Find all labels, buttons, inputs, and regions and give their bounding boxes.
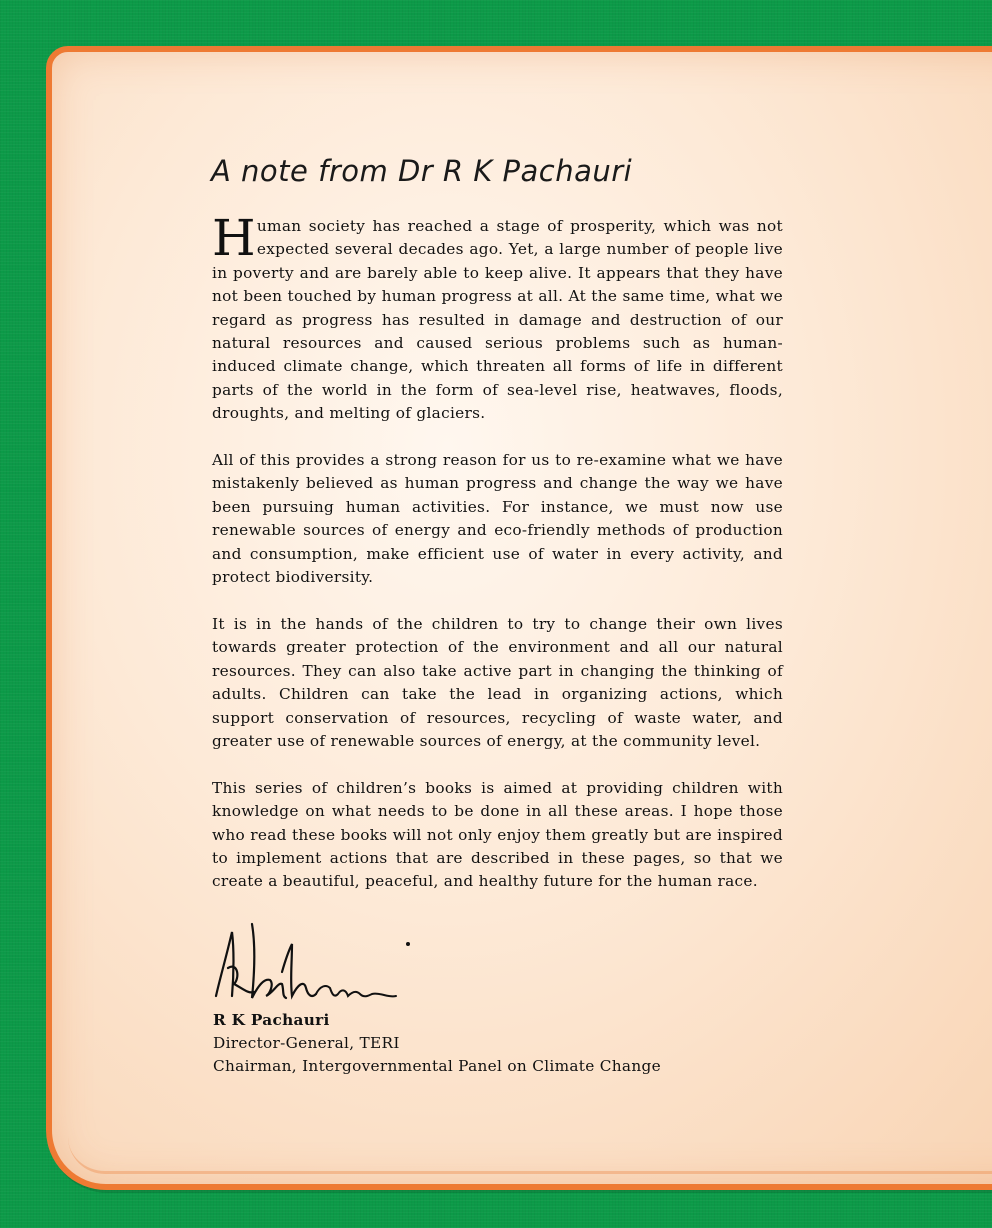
- paragraph-1: [212, 209, 783, 426]
- paragraph-2: All of this provides a strong reason for us to re-examine what we have mistakenly believed as human progress and change the way we have been pursuing human activities. For instance, we must now use renewable sources of energy and eco-friendly methods of production and consumption, make efficient use of water in every activity, and protect biodiversity.: [212, 451, 783, 587]
- handwritten-signature: [208, 918, 418, 1008]
- page-title: A note from Dr R K Pachauri: [211, 154, 633, 188]
- note-body: [212, 209, 783, 917]
- paragraph-4: This series of children’s books is aimed at providing children with knowledge on what needs to be done in all these areas. I hope those who read these books will not only enjoy them greatly but are inspired to implement actions that are described in these pages, so that we create a beautiful, peaceful, and healthy future for the human race.: [212, 778, 783, 891]
- signatory-role-2: Chairman, Intergovernmental Panel on Climate Change: [213, 1057, 661, 1075]
- signature-icon: [208, 918, 418, 1008]
- signatory-name: R K Pachauri: [213, 1011, 330, 1029]
- paragraph-3: It is in the hands of the children to try to change their own lives towards greater protection of the environment and all our natural resources. They can also take active part in changing the thinking of adults. Children can take the lead in organizing actions, which support conservation of resources, recycling of waste water, and greater use of renewable sources of energy, at the community level.: [212, 614, 783, 750]
- signature-block: [213, 1009, 661, 1078]
- paragraph-1-text: uman society has reached a stage of prosperity, which was not expected several decades ago. Yet, a large number of people live in poverty and are barely able to keep alive. It appears that they have not been touched by human progress at all. At the same time, what we regard as progress has resulted in damage and destruction of our natural resources and caused serious problems such as human-induced climate change, which threaten all forms of life in different parts of the world in the form of sea-level rise, heatwaves, floods, droughts, and melting of glaciers.: [212, 217, 783, 423]
- signatory-role-1: Director-General, TERI: [213, 1034, 400, 1052]
- drop-cap: H: [212, 209, 256, 267]
